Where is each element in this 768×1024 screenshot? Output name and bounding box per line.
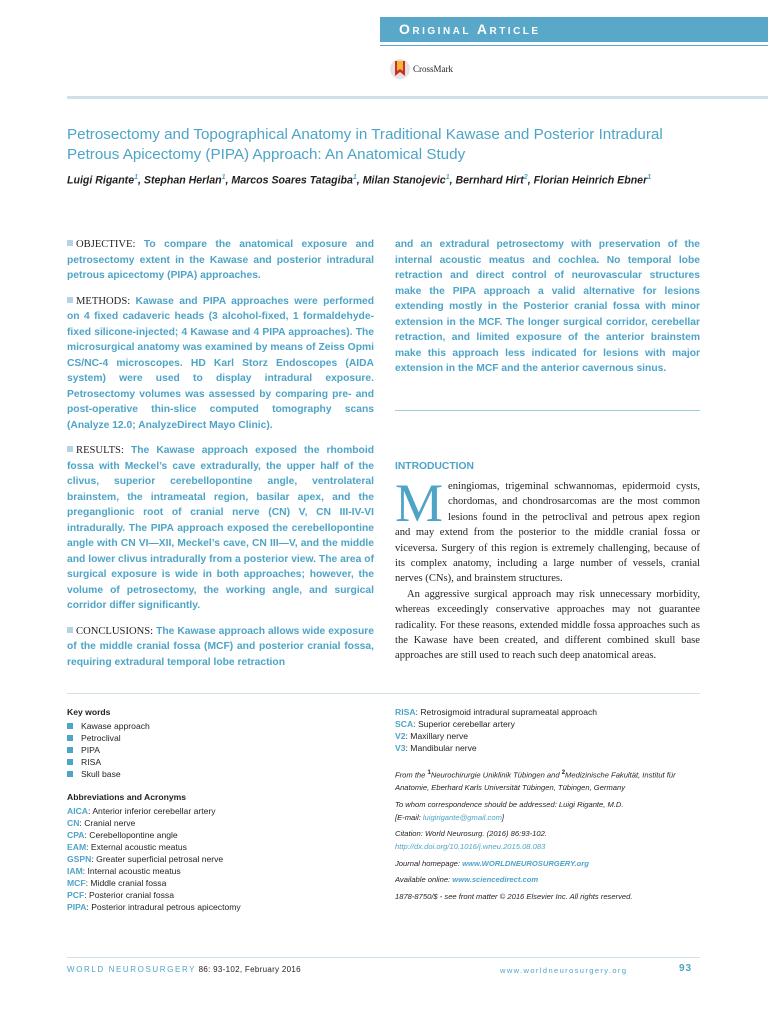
- abbreviation-item: AICA: Anterior inferior cerebellar artery: [67, 806, 216, 816]
- abbreviation-definition: Anterior inferior cerebellar artery: [92, 806, 216, 816]
- article-front-matter: [395, 767, 705, 908]
- abbreviation-definition: Retrosigmoid intradural suprameatal approach: [420, 707, 598, 717]
- online-link[interactable]: www.sciencedirect.com: [452, 875, 539, 885]
- intro-paragraph: [395, 473, 700, 587]
- keywords-heading: Key words: [67, 707, 111, 717]
- abbreviation-item: SCA: Superior cerebellar artery: [395, 719, 515, 729]
- crossmark-label: CrossMark: [413, 64, 453, 74]
- author-name: Stephan Herlan: [143, 174, 222, 187]
- conclusions-continued: and an extradural petrosectomy with preservation of the internal acoustic meatus and cochlea. No temporal lobe retraction and direct control of neurovascular structures make the PIPA approach a valid alternative for lesions extending mostly in the Posterior cranial fossa with minor extension in the MCF. The longer surgical corridor, cerebellar retraction, and limited exposure of the anterior brainstem make this approach less indicated for lesions with major extension in the MCF and the anterior cavernous sinus.: [395, 239, 700, 374]
- article-title: Petrosectomy and Topographical Anatomy in Traditional Kawase and Posterior Intradural Petrous Apicectomy (PIPA) Approach: An Anatomical Study: [67, 126, 663, 163]
- conclusions-label: CONCLUSIONS:: [76, 625, 154, 637]
- abstract-right-column: [395, 237, 700, 387]
- affiliation-1: Neurochirurgie Uniklinik Tübingen and: [430, 770, 562, 780]
- abbreviation-definition: Cerebellopontine angle: [89, 830, 178, 840]
- keyword-item: [67, 744, 367, 756]
- homepage-label: Journal homepage:: [395, 858, 463, 868]
- crossmark-icon: [389, 57, 411, 81]
- abbreviation-item: PCF: Posterior cranial fossa: [67, 890, 174, 900]
- abbreviation-item: IAM: Internal acoustic meatus: [67, 866, 181, 876]
- abbreviation-definition: Middle cranial fossa: [90, 878, 167, 888]
- keyword-item: [67, 756, 367, 768]
- abbreviation-term: AICA: [67, 806, 89, 816]
- objective-text: To compare the anatomical exposure and petrosectomy extent in the Kawase and posterior intradural petrous apicectomy (PIPA) approaches.: [67, 239, 374, 281]
- affiliation-mark: 2: [561, 770, 566, 776]
- bullet-square-icon: [67, 759, 73, 765]
- abbreviation-term: V3: [395, 743, 406, 753]
- abbreviation-definition: External acoustic meatus: [90, 842, 187, 852]
- abbreviation-item: V3: Mandibular nerve: [395, 743, 477, 753]
- page-number: 93: [679, 963, 693, 974]
- abbreviation-definition: Mandibular nerve: [410, 743, 477, 753]
- affiliation-2: Medizinische Fakultät, Institut für Anatomie, Eberhard Karls Universität Tübingen, Tübingen, Germany: [395, 770, 676, 793]
- keyword-item: [67, 732, 367, 744]
- abbreviation-definition: Posterior intradural petrous apicectomy: [91, 902, 241, 912]
- abbreviation-term: IAM: [67, 866, 83, 876]
- author-name: Marcos Soares Tatagiba: [231, 174, 353, 187]
- affiliation-mark: 1: [647, 174, 652, 181]
- email-suffix: ]: [501, 812, 505, 822]
- abbreviation-item: RISA: Retrosigmoid intradural suprameatal approach: [395, 707, 598, 717]
- drop-cap: M: [395, 473, 444, 533]
- abbreviation-definition: Greater superficial petrosal nerve: [96, 854, 224, 864]
- author-name: Bernhard Hirt: [455, 174, 524, 187]
- footer-citation: 86: 93-102, February 2016: [196, 965, 301, 974]
- abbreviation-definition: Internal acoustic meatus: [87, 866, 181, 876]
- abbreviation-item: CPA: Cerebellopontine angle: [67, 830, 178, 840]
- abbreviation-term: V2: [395, 731, 406, 741]
- journal-homepage: [395, 858, 705, 871]
- affiliation-mark: 1: [221, 174, 226, 181]
- homepage-link[interactable]: www.WORLDNEUROSURGERY.org: [462, 858, 589, 868]
- email-line: [395, 812, 705, 825]
- bullet-square-icon: [67, 297, 73, 303]
- methods-label: METHODS:: [76, 295, 131, 307]
- affiliations: [395, 767, 705, 795]
- introduction-heading: INTRODUCTION: [395, 461, 474, 472]
- affiliation-mark: 1: [134, 174, 138, 181]
- abbreviation-term: RISA: [395, 707, 416, 717]
- abbreviation-term: MCF: [67, 878, 86, 888]
- correspondence: To whom correspondence should be addressed: Luigi Rigante, M.D.: [395, 799, 624, 809]
- footer-divider: [67, 957, 700, 958]
- affiliation-mark: 2: [523, 174, 528, 181]
- bullet-square-icon: [67, 446, 73, 452]
- keyword-item: [67, 768, 367, 780]
- footer-url-link[interactable]: www.worldneurosurgery.org: [500, 966, 628, 975]
- results-label: RESULTS:: [76, 445, 124, 456]
- copyright: 1878-8750/$ - see front matter © 2016 Elsevier Inc. All rights reserved.: [395, 892, 633, 902]
- methods-text: Kawase and PIPA approaches were performed on 4 fixed cadaveric heads (3 alcohol-fixed, 1 formaldehyde-fixed silicone-injected; 4 Kawase and 4 PIPA approaches). The microsurgical anatomy was examined by means of Zeiss Opmi CS/NC-4 microscopes. HD Karl Storz Endoscopes (AIDA system) were used to display intradural exposure. Petrosectomy volumes was assessed by comparing pre- and post-operative thin-slice computed tomography scans (Analyze 12.0; AnalyzeDirect Mayo Clinic).: [67, 295, 374, 431]
- abbreviations-heading: Abbreviations and Acronyms: [67, 792, 187, 802]
- abbreviation-definition: Posterior cranial fossa: [88, 890, 174, 900]
- abbreviation-definition: Superior cerebellar artery: [417, 719, 515, 729]
- footer-journal: [67, 965, 301, 974]
- author-list: Luigi Rigante$^1$, Stephan Herlan$^1$, Marcos Soares Tatagiba$^1$, Milan Stanojevic$^1$, Bernhard Hirt$^2$, Florian Heinrich Ebner$^1$: [67, 174, 652, 187]
- abbreviation-definition: Cranial nerve: [84, 818, 136, 828]
- bullet-square-icon: [67, 735, 73, 741]
- crossmark-button[interactable]: [389, 56, 453, 82]
- abbreviation-item: EAM: External acoustic meatus: [67, 842, 187, 852]
- author-name: Florian Heinrich Ebner: [533, 174, 648, 187]
- results-text: The Kawase approach exposed the rhomboid fossa with Meckel’s cave extradurally, the upper half of the clivus, superior cerebellopontine angle, ventrolateral brainstem, the intrameatal region, basilar apex, and the preganglionic root of cranial nerve (CN) V, CN III-IV-VI intradurally. The PIPA approach exposed the cerebellopontine angle with CN VI—XII, Meckel’s cave, CN III—V, and the middle and lower clivus intradurally from a posterior view. The area of surgical exposure is wide in both approaches; however, the volume of petrosectomy, the working angle, and surgical corridor differ significantly.: [67, 445, 374, 611]
- abstract-left-column: [67, 237, 374, 680]
- bullet-square-icon: [67, 771, 73, 777]
- abstract-divider: [395, 410, 700, 411]
- affiliation-mark: 1: [352, 174, 357, 181]
- abbreviation-term: PIPA: [67, 902, 87, 912]
- abbreviation-term: EAM: [67, 842, 87, 852]
- affiliation-mark: 1: [445, 174, 450, 181]
- abbreviation-term: GSPN: [67, 854, 92, 864]
- header-divider: [67, 96, 768, 99]
- keyword-label: PIPA: [81, 745, 100, 755]
- email-link[interactable]: luigirigante@gmail.com: [422, 812, 502, 822]
- abbreviation-term: CN: [67, 818, 80, 828]
- abbreviation-item: V2: Maxillary nerve: [395, 731, 469, 741]
- keyword-label: Kawase approach: [81, 721, 150, 731]
- keyword-label: RISA: [81, 757, 102, 767]
- abbreviation-term: SCA: [395, 719, 414, 729]
- abbreviation-term: PCF: [67, 890, 85, 900]
- section-underline: [380, 45, 768, 46]
- keyword-item: [67, 720, 367, 732]
- citation: Citation: World Neurosurg. (2016) 86:93-102.: [395, 829, 547, 839]
- abbreviation-term: CPA: [67, 830, 85, 840]
- conclusions-text: The Kawase approach allows wide exposure of the middle cranial fossa (MCF) and posterior cranial fossa, requiring extradural temporal lobe retraction: [67, 625, 374, 668]
- bullet-square-icon: [67, 240, 73, 246]
- affiliation-mark: 1: [427, 770, 431, 776]
- email-prefix: [E-mail:: [395, 812, 423, 822]
- abstract-results: [67, 443, 374, 614]
- online-label: Available online:: [395, 875, 453, 885]
- abbreviation-item: GSPN: Greater superficial petrosal nerve: [67, 854, 224, 864]
- author-name: Milan Stanojevic: [362, 174, 446, 187]
- intro-paragraph: An aggressive surgical approach may risk unnecessary morbidity, whereas exceedingly conservative approaches may not guarantee radicality. For these reasons, extended middle fossa approaches such as the Kawase have been created, and different combined skull base approaches are still used to reach such deep anatomical areas.: [395, 588, 700, 662]
- abbreviation-item: CN: Cranial nerve: [67, 818, 136, 828]
- bullet-square-icon: [67, 747, 73, 753]
- abstract-conclusions: [67, 624, 374, 671]
- affiliation-prefix: From the: [395, 770, 428, 780]
- abstract-objective: [67, 237, 374, 284]
- section-label: Original Article: [380, 17, 768, 42]
- bullet-square-icon: [67, 627, 73, 633]
- section-divider: [67, 693, 700, 694]
- introduction-body: [395, 473, 700, 664]
- abbreviations-continued: [395, 706, 705, 754]
- keyword-label: Petroclival: [81, 733, 121, 743]
- abbreviation-item: MCF: Middle cranial fossa: [67, 878, 167, 888]
- objective-label: OBJECTIVE:: [76, 239, 136, 250]
- bullet-square-icon: [67, 723, 73, 729]
- abbreviation-item: PIPA: Posterior intradural petrous apicectomy: [67, 902, 241, 912]
- abbreviation-definition: Maxillary nerve: [410, 731, 469, 741]
- intro-text: eningiomas, trigeminal schwannomas, epidermoid cysts, chordomas, and chondrosarcomas are the most common lesions found in the petroclival and petrous apex region and may extend from the posterior to the middle cranial fossa or viceversa. Surgery of this region is extremely challenging, because of its complex anatomy, including a large number of vessels, cranial nerves (CNs), and brainstem structures.: [395, 481, 700, 585]
- author-name: Luigi Rigante: [67, 174, 135, 187]
- keyword-label: Skull base: [81, 769, 121, 779]
- doi-link[interactable]: http://dx.doi.org/10.1016/j.wneu.2015.08.083: [395, 841, 546, 851]
- available-online: [395, 874, 705, 887]
- abstract-methods: [67, 294, 374, 434]
- keywords-abbreviations-box: [67, 706, 367, 913]
- footer-journal-name: WORLD NEUROSURGERY: [67, 965, 197, 974]
